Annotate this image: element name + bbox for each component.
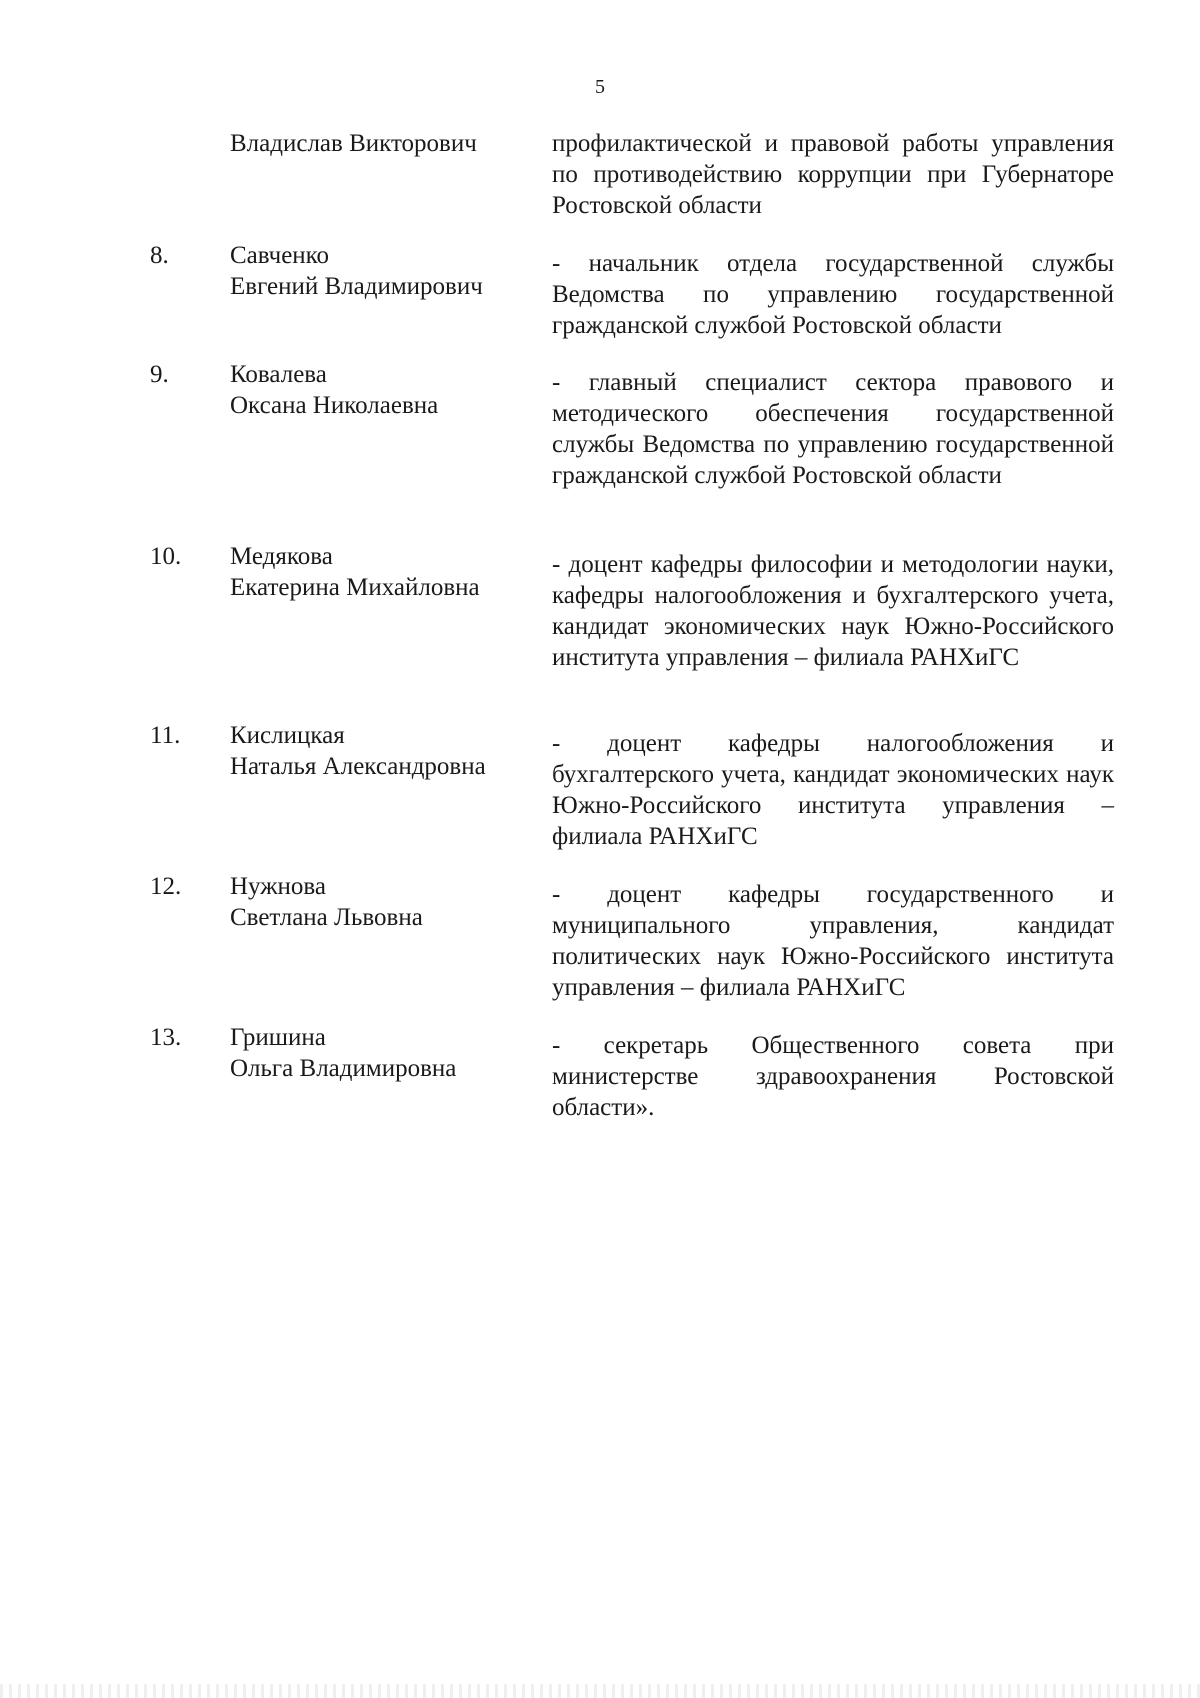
scan-edge-artifact: [0, 1684, 1200, 1698]
item-number: 12.: [150, 873, 182, 900]
person-given-name: Светлана Львовна: [230, 904, 423, 931]
person-position: - доцент кафедры налогообложения и бухгалтерского учета, кандидат экономических наук Южно-Российского института управления – филиала РАНХиГС: [552, 730, 1114, 850]
person-position: - секретарь Общественного совета при министерстве здравоохранения Ростовской области».: [552, 1032, 1114, 1121]
person-position: - доцент кафедры государственного и муниципального управления, кандидат политических наук Южно-Российского института управления – филиала РАНХиГС: [552, 881, 1114, 1001]
person-surname: Гришина: [230, 1024, 326, 1051]
item-number: 13.: [150, 1024, 182, 1051]
page-number: 5: [595, 76, 605, 98]
person-surname: Медякова: [230, 543, 333, 570]
person-position: профилактической и правовой работы управления по противодействию коррупции при Губернаторе Ростовской области: [552, 130, 1114, 219]
item-number: 8.: [150, 242, 169, 269]
person-name: [230, 871, 560, 933]
item-number: 11.: [150, 722, 181, 749]
person-name: [230, 1022, 560, 1084]
person-position: - доцент кафедры философии и методологии науки, кафедры налогообложения и бухгалтерского учета, кандидат экономических наук Южно-Российского института управления – филиала РАНХиГС: [552, 551, 1114, 671]
person-surname: Савченко: [230, 242, 330, 269]
person-given-name: Екатерина Михайловна: [230, 574, 480, 601]
person-position: - начальник отдела государственной службы Ведомства по управлению государственной гражданской службой Ростовской области: [552, 250, 1114, 339]
person-surname: Нужнова: [230, 873, 326, 900]
person-given-name: Евгений Владимирович: [230, 273, 483, 300]
person-given-name: Наталья Александровна: [230, 753, 486, 780]
person-name: [230, 541, 560, 603]
person-given-name: Владислав Викторович: [230, 130, 477, 157]
item-number: 9.: [150, 361, 169, 388]
person-name: [230, 240, 560, 302]
person-surname: Кислицкая: [230, 722, 345, 749]
person-given-name: Оксана Николаевна: [230, 392, 439, 419]
person-given-name: Ольга Владимировна: [230, 1055, 457, 1082]
person-position: - главный специалист сектора правового и методического обеспечения государственной службы Ведомства по управлению государственной гражданской службой Ростовской области: [552, 369, 1114, 489]
person-name: [230, 359, 560, 421]
item-number: 10.: [150, 543, 182, 570]
person-name: [230, 720, 560, 782]
person-surname: Ковалева: [230, 361, 327, 388]
person-name: [230, 128, 560, 159]
